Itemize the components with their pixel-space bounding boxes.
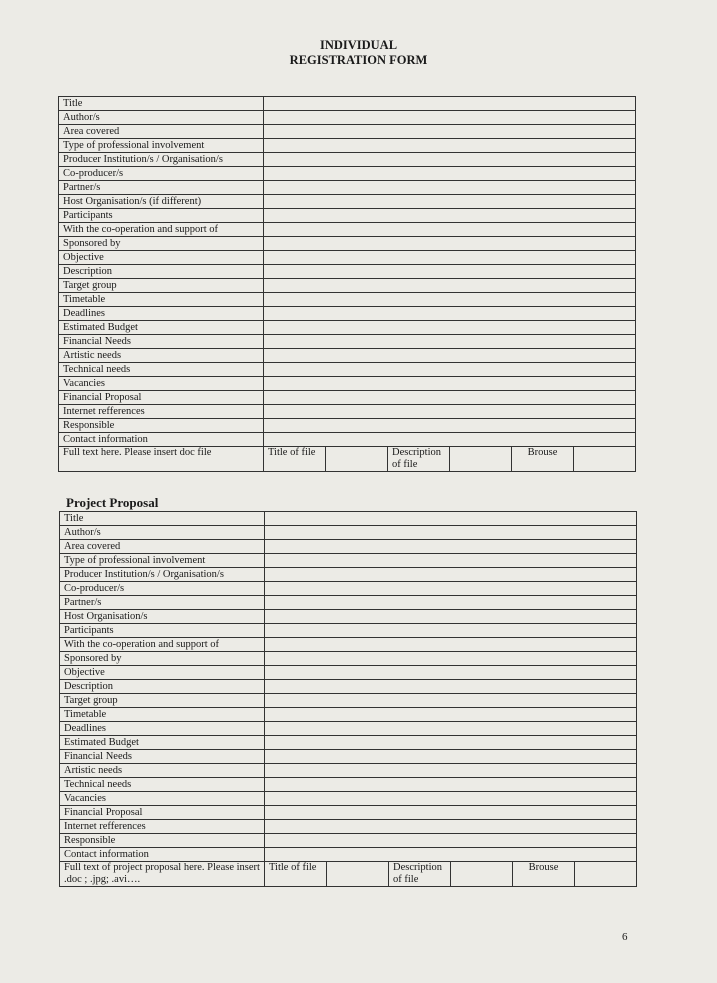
form-row xyxy=(60,680,637,694)
field-value[interactable] xyxy=(265,652,637,666)
form-row xyxy=(60,666,637,680)
field-value[interactable] xyxy=(264,279,636,293)
form-row xyxy=(60,750,637,764)
field-value[interactable] xyxy=(265,848,637,862)
field-label: Financial Proposal xyxy=(59,391,264,405)
field-value[interactable] xyxy=(264,181,636,195)
field-value[interactable] xyxy=(265,554,637,568)
project-proposal-table xyxy=(59,511,637,887)
field-label: Description xyxy=(59,265,264,279)
field-label: Deadlines xyxy=(59,307,264,321)
form-row xyxy=(59,349,636,363)
file-upload-row xyxy=(59,447,636,472)
field-value[interactable] xyxy=(265,764,637,778)
field-label: Participants xyxy=(60,624,265,638)
file-upload-label: Full text here. Please insert doc file xyxy=(59,447,264,472)
field-label: With the co-operation and support of xyxy=(60,638,265,652)
form-row xyxy=(60,568,637,582)
form-row xyxy=(60,526,637,540)
field-label: Sponsored by xyxy=(60,652,265,666)
title-of-file-label: Title of file xyxy=(264,447,326,472)
field-label: Technical needs xyxy=(60,778,265,792)
field-value[interactable] xyxy=(264,153,636,167)
field-label: Title xyxy=(59,97,264,111)
form-row xyxy=(59,405,636,419)
form-row xyxy=(59,265,636,279)
field-value[interactable] xyxy=(265,806,637,820)
file-upload-row xyxy=(60,862,637,887)
field-label: Deadlines xyxy=(60,722,265,736)
registration-table xyxy=(58,96,636,472)
field-value[interactable] xyxy=(264,433,636,447)
field-value[interactable] xyxy=(264,223,636,237)
field-value[interactable] xyxy=(265,638,637,652)
field-value[interactable] xyxy=(264,293,636,307)
form-row xyxy=(59,335,636,349)
field-label: Co-producer/s xyxy=(59,167,264,181)
field-value[interactable] xyxy=(264,363,636,377)
field-label: Host Organisation/s (if different) xyxy=(59,195,264,209)
field-label: Timetable xyxy=(60,708,265,722)
form-row xyxy=(60,736,637,750)
field-label: Vacancies xyxy=(59,377,264,391)
form-row xyxy=(60,820,637,834)
field-label: Description xyxy=(60,680,265,694)
field-value[interactable] xyxy=(264,237,636,251)
title-of-file-label: Title of file xyxy=(265,862,327,887)
field-value[interactable] xyxy=(265,792,637,806)
browse-button[interactable]: Brouse xyxy=(513,862,575,887)
field-value[interactable] xyxy=(264,111,636,125)
form-row xyxy=(59,97,636,111)
field-value[interactable] xyxy=(265,708,637,722)
form-row xyxy=(59,111,636,125)
field-value[interactable] xyxy=(265,596,637,610)
field-label: Contact information xyxy=(60,848,265,862)
form-row xyxy=(60,582,637,596)
form-row xyxy=(59,433,636,447)
form-row xyxy=(59,125,636,139)
field-label: Area covered xyxy=(59,125,264,139)
field-label: Timetable xyxy=(59,293,264,307)
field-label: Estimated Budget xyxy=(60,736,265,750)
field-value[interactable] xyxy=(265,526,637,540)
field-label: Artistic needs xyxy=(59,349,264,363)
field-value[interactable] xyxy=(265,512,637,526)
form-row xyxy=(60,540,637,554)
form-row xyxy=(60,806,637,820)
form-row xyxy=(59,209,636,223)
field-value[interactable] xyxy=(265,666,637,680)
field-label: Target group xyxy=(60,694,265,708)
form-row xyxy=(59,307,636,321)
field-label: Estimated Budget xyxy=(59,321,264,335)
description-of-file-label: Description of file xyxy=(388,447,450,472)
field-value[interactable] xyxy=(264,419,636,433)
form-title xyxy=(0,38,717,68)
form-row xyxy=(59,293,636,307)
description-of-file-label: Description of file xyxy=(389,862,451,887)
field-label: Producer Institution/s / Organisation/s xyxy=(60,568,265,582)
field-value[interactable] xyxy=(264,321,636,335)
field-label: Financial Needs xyxy=(59,335,264,349)
title-of-file-input[interactable] xyxy=(327,862,389,887)
field-value[interactable] xyxy=(264,195,636,209)
field-value[interactable] xyxy=(264,167,636,181)
field-label: Contact information xyxy=(59,433,264,447)
form-row xyxy=(59,419,636,433)
field-label: Host Organisation/s xyxy=(60,610,265,624)
field-value[interactable] xyxy=(265,750,637,764)
form-row xyxy=(60,834,637,848)
field-value[interactable] xyxy=(265,820,637,834)
field-value[interactable] xyxy=(264,251,636,265)
field-label: Author/s xyxy=(59,111,264,125)
browse-button[interactable]: Brouse xyxy=(512,447,574,472)
field-label: Internet refferences xyxy=(59,405,264,419)
form-row xyxy=(59,139,636,153)
form-row xyxy=(59,237,636,251)
field-label: Sponsored by xyxy=(59,237,264,251)
form-row xyxy=(60,792,637,806)
field-label: Participants xyxy=(59,209,264,223)
field-label: Artistic needs xyxy=(60,764,265,778)
field-value[interactable] xyxy=(264,209,636,223)
field-value[interactable] xyxy=(264,391,636,405)
section-heading-project-proposal: Project Proposal xyxy=(66,495,159,510)
field-value[interactable] xyxy=(264,349,636,363)
field-label: Objective xyxy=(59,251,264,265)
field-label: Area covered xyxy=(60,540,265,554)
form-row xyxy=(59,391,636,405)
field-label: Target group xyxy=(59,279,264,293)
field-value[interactable] xyxy=(264,139,636,153)
form-row xyxy=(60,596,637,610)
form-row xyxy=(60,848,637,862)
form-row xyxy=(59,181,636,195)
browse-field[interactable] xyxy=(574,447,636,472)
form-row xyxy=(60,694,637,708)
field-label: Internet refferences xyxy=(60,820,265,834)
field-label: Responsible xyxy=(60,834,265,848)
field-label: Type of professional involvement xyxy=(60,554,265,568)
field-value[interactable] xyxy=(265,834,637,848)
form-row xyxy=(60,624,637,638)
form-row xyxy=(60,554,637,568)
page-number: 6 xyxy=(622,931,628,943)
field-label: Co-producer/s xyxy=(60,582,265,596)
form-row xyxy=(60,652,637,666)
field-value[interactable] xyxy=(265,610,637,624)
field-label: Technical needs xyxy=(59,363,264,377)
form-row xyxy=(60,722,637,736)
form-row xyxy=(60,778,637,792)
field-label: Objective xyxy=(60,666,265,680)
title-of-file-input[interactable] xyxy=(326,447,388,472)
form-row xyxy=(59,321,636,335)
field-value[interactable] xyxy=(265,736,637,750)
form-title-line2: REGISTRATION FORM xyxy=(289,53,428,67)
field-value[interactable] xyxy=(265,722,637,736)
form-title-line1: INDIVIDUAL xyxy=(319,38,398,52)
description-of-file-input[interactable] xyxy=(450,447,512,472)
field-value[interactable] xyxy=(265,568,637,582)
field-value[interactable] xyxy=(264,307,636,321)
field-value[interactable] xyxy=(264,97,636,111)
field-value[interactable] xyxy=(265,540,637,554)
field-value[interactable] xyxy=(265,694,637,708)
field-label: Partner/s xyxy=(60,596,265,610)
form-row xyxy=(60,764,637,778)
form-row xyxy=(59,195,636,209)
form-row xyxy=(59,223,636,237)
form-row xyxy=(60,708,637,722)
field-label: Title xyxy=(60,512,265,526)
field-value[interactable] xyxy=(264,265,636,279)
form-row xyxy=(60,638,637,652)
field-value[interactable] xyxy=(265,778,637,792)
description-of-file-input[interactable] xyxy=(451,862,513,887)
field-label: With the co-operation and support of xyxy=(59,223,264,237)
field-value[interactable] xyxy=(264,335,636,349)
field-label: Type of professional involvement xyxy=(59,139,264,153)
form-row xyxy=(59,363,636,377)
field-value[interactable] xyxy=(264,405,636,419)
form-row xyxy=(59,279,636,293)
form-row xyxy=(59,153,636,167)
file-upload-label: Full text of project proposal here. Please insert .doc ; .jpg; .avi…. xyxy=(60,862,265,887)
form-row xyxy=(59,251,636,265)
field-value[interactable] xyxy=(265,624,637,638)
form-row xyxy=(59,377,636,391)
field-value[interactable] xyxy=(264,377,636,391)
field-label: Financial Proposal xyxy=(60,806,265,820)
field-label: Author/s xyxy=(60,526,265,540)
field-label: Responsible xyxy=(59,419,264,433)
field-label: Producer Institution/s / Organisation/s xyxy=(59,153,264,167)
field-value[interactable] xyxy=(265,582,637,596)
form-row xyxy=(60,610,637,624)
field-label: Financial Needs xyxy=(60,750,265,764)
field-value[interactable] xyxy=(264,125,636,139)
field-label: Partner/s xyxy=(59,181,264,195)
browse-field[interactable] xyxy=(575,862,637,887)
field-value[interactable] xyxy=(265,680,637,694)
form-row xyxy=(60,512,637,526)
form-row xyxy=(59,167,636,181)
field-label: Vacancies xyxy=(60,792,265,806)
